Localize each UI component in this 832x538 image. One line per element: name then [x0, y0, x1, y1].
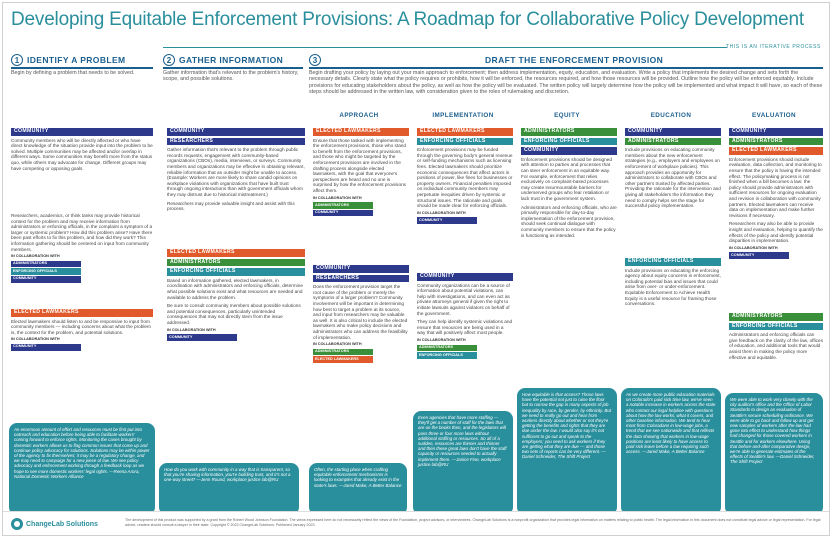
col1-researchers-box	[11, 213, 153, 283]
evaluation-enforcing-text: Administrators and enforcing officials can give feedback on the clarity of the law, offices of education, and additional tools that would assist them in making the policy more effective and equitable.	[729, 332, 823, 360]
mini-tag-community: COMMUNITY	[729, 252, 789, 259]
tag-researchers: RESEARCHERS	[167, 138, 305, 146]
tag-administrators: ADMINISTRATORS	[625, 138, 721, 146]
evaluation-enforcing-box	[729, 313, 823, 360]
collab-label: IN COLLABORATION WITH	[11, 254, 60, 259]
step-2	[163, 53, 283, 67]
mini-tag-community: COMMUNITY	[167, 334, 237, 341]
mini-tag-community: COMMUNITY	[313, 210, 373, 217]
implementation-community-note: They can help identify systemic violations and ensure that resources are being used in a way that will positively affect most people.	[417, 319, 513, 336]
col1-community-box	[11, 128, 153, 171]
education-enforcing-text: Include provisions on educating the enforcing agency about equity concerns in enforcement, including potential bias and issues that could arise from over- or under-enforcement. Equitable Enforcement to Achieve Health Equity is a useful resource for framing those conversations.	[625, 267, 721, 307]
quote-bubble-3: Often, the starting place when crafting equitable enforcement mechanisms is looking to examples that already exist in the state's laws. —Jared Make, A Better Balance	[309, 463, 407, 515]
step-2-rule	[163, 67, 303, 69]
tag-administrators: ADMINISTRATORS	[521, 128, 617, 136]
education-enforcing-box	[625, 258, 721, 307]
evaluation-researchers-text: Researchers may also be able to provide insight and evaluation, helping to quantify the effects of the policy and identify potential disparities in implementation.	[729, 221, 823, 244]
equity-text: Enforcement provisions should be designed with attention to parties and processes that can steer enforcement in an equitable way. For example, enforcement that relies exclusively on complaint-based processes may create insurmountable barriers for underserved groups who fear retaliation or lack trust in the government system.	[521, 156, 612, 201]
mini-tag-enforcing: ENFORCING OFFICIALS	[11, 268, 81, 275]
quote-bubble-4: Even agencies that have more staffing — they'll get a number of staff for the laws that are on the books then, and the legislators will pass three or four more laws without additional staffing or resources. So all of a sudden, resources are thinner and thinner and then these great laws don't have the staff capacity or resources needed to actually implement them. —Janice Fine, workplace justice lab@RU	[413, 411, 513, 515]
evaluation-community-text: Enforcement provisions should include evaluation, data collection, and monitoring to ensure that the policy is having the intended effect. The policymaking process is not finished when a bill becomes a law: the policy should provide administrators with sufficient resources for ongoing evaluation and revision in collaboration with community partners. Elected lawmakers can receive data on implementation and make further revisions if necessary.	[729, 156, 822, 218]
tag-researchers: RESEARCHERS	[313, 275, 409, 283]
step-3-intro: Begin drafting your policy by laying out your main approach to enforcement; then address implementation, equity, education, and evaluation. Write a policy that implements the desired change and sets forth the necessary details. Clearly state what the policy requires or prohibits, how it will be enforced, the resources required, and how those resources will be provided. Outline how the policy will be enforced equitably. Include provisions for educating stakeholders about the policy, as well as how the policy will be evaluated. The written policy will largely determine how the policy will be implemented and what impact it will have, so each of these steps should be addressed in the written law, with consideration given to the roles of rulemaking and discretion.	[309, 70, 823, 95]
quote-bubble-1: An enormous amount of effort and resources must be first put into outreach and education before being able to facilitate workers' coming forward to enforce rights. Monitoring the cases brought by domestic workers allows us to flag common issues that come up and continue policy advocacy for solutions. Solutions may be within power of the agency to fix themselves; it may be a regulatory change, and we may need to campaign for a new piece of law. We see policy advocacy and enforcement working through a feedback loop as we hope to see more domestic workers' legal rights. —Reena Arora, National Domestic Workers Alliance	[9, 423, 155, 515]
equity-box	[521, 128, 617, 238]
education-administrators-text: Include provisions on educating community members about the new enforcement strategies (e.g., employers and employees on enforcement of workplace policies). This approach provides an opportunity for administrators to collaborate with CBOs and other partners trusted by affected parties. Providing the rationale for the intervention and giving all stakeholders the information they need to comply helps set the stage for successful policy implementation.	[625, 147, 721, 209]
tag-administrators: ADMINISTRATORS	[729, 313, 823, 321]
col2-lawmakers-note: Be sure to consult community members about possible solutions and potential consequences, particularly unintended consequences that may not directly stem from the issue addressed.	[167, 303, 301, 325]
page-title: Developing Equitable Enforcement Provisions: A Roadmap for Collaborative Policy Development	[11, 9, 804, 30]
tag-lawmakers: ELECTED LAWMAKERS	[417, 128, 513, 136]
step-3-rule	[309, 67, 823, 69]
tag-lawmakers: ELECTED LAWMAKERS	[729, 147, 823, 155]
collab-label: IN COLLABORATION WITH	[313, 195, 362, 200]
collab-label: IN COLLABORATION WITH	[417, 210, 466, 215]
quote-bubble-6: As we create more public education materials on Colorado's paid sick time law, we've seen a notable increase in workers across the state who contact our legal helpline with questions about how the law works, what it covers, and other baseline information. We tend to hear most from Coloradans in low-wage jobs, a trend that we see nationwide and that reflects the data showing that workers in low-wage positions are least likely to have access to paid sick leave before a law requiring such access. —Jared Make, A Better Balance	[621, 388, 721, 515]
collab-label: IN COLLABORATION WITH	[417, 337, 466, 342]
tag-community: COMMUNITY	[729, 128, 823, 136]
mini-tag-administrators: ADMINISTRATORS	[417, 345, 477, 352]
step-1-intro: Begin by defining a problem that needs to be solved.	[11, 70, 135, 76]
tag-community: COMMUNITY	[417, 273, 513, 281]
implementation-community-box	[417, 273, 513, 359]
equity-note: Administrators and enforcing officials, who are primarily responsible for day-to-day implementation of the enforcement provision, should seek continual dialogue with community members to ensure that the policy is functioning as intended.	[521, 204, 617, 238]
tag-administrators: ADMINISTRATORS	[729, 138, 823, 146]
col-education: EDUCATION	[650, 112, 692, 119]
approach-lawmakers-text: Ensure that those tasked with implementing the enforcement provisions, those who stand to benefit from the enforcement provisions, and those who might be targeted by the enforcement provisions are involved in the drafting process alongside elected lawmakers, with the goal that everyone's perspectives are heard and no one is surprised by how the enforcement provisions affect them.	[313, 137, 407, 193]
approach-lawmakers-box	[313, 128, 409, 216]
mini-tag-community: COMMUNITY	[11, 276, 81, 283]
evaluation-community-box	[729, 128, 823, 259]
approach-community-text: Does the enforcement provision target the root cause of the problem or merely the symptoms of a larger problem? Community involvement will be important in determining how best to target a problem at its source, and input from researchers may be valuable as well. It is also critical to include the elected lawmakers who make policy decisions and administrators who can address the feasibility of implementation.	[313, 284, 408, 340]
implementation-enforcing-box	[417, 128, 513, 224]
step-1	[11, 53, 126, 67]
collab-label: IN COLLABORATION WITH	[11, 337, 60, 342]
step-label: IDENTIFY A PROBLEM	[27, 55, 126, 65]
implementation-community-text: Community organizations can be a source of information about potential violations, can help with investigations, and can even act as private attorneys general if given the right to initiate lawsuits against violators on behalf of the government.	[417, 282, 510, 316]
logo	[11, 518, 98, 530]
mini-tag-administrators: ADMINISTRATORS	[11, 261, 81, 268]
col-evaluation: EVALUATION	[752, 112, 796, 119]
col2-researchers-text: Gather information that's relevant to the problem through public records requests, engagement with community-based organizations (CBOs), media, interviews, or surveys. Community members and organizations may be effective in obtaining relevant, reliable information that an outsider might be unable to access. (Example: Workers are more likely to share candid opinions on workplace violations with organizations that have built trust through ongoing interactions than with government officials whom they may distrust due to historical mistreatment.)	[167, 147, 305, 197]
tag-community: COMMUNITY	[313, 265, 409, 273]
tag-enforcing: ENFORCING OFFICIALS	[417, 138, 513, 146]
tag-lawmakers: ELECTED LAWMAKERS	[167, 249, 305, 257]
step-3	[309, 53, 663, 67]
tag-lawmakers: ELECTED LAWMAKERS	[11, 309, 153, 317]
col-approach: APPROACH	[339, 112, 379, 119]
quote-bubble-7: We were able to work very closely with the city auditor's office and the Office of Labor Standards to design an evaluation of Seattle's secure scheduling ordinance. We were able to go back and follow up and get new samples of workers after the law had gone into effect to understand how things had changed for those covered workers in Seattle and for workers elsewhere. Using that before-and-after comparative design, we're able to generate estimates of the effects of Seattle's law. —Daniel Schneider, The Shift Project	[725, 393, 823, 515]
col1-lawmakers-box	[11, 309, 153, 351]
tag-community: COMMUNITY	[167, 128, 305, 136]
tag-administrators: ADMINISTRATORS	[167, 259, 305, 267]
step-number: 2	[163, 54, 175, 66]
collab-label: IN COLLABORATION WITH	[313, 342, 362, 347]
collab-label: IN COLLABORATION WITH	[729, 245, 778, 250]
mini-tag-lawmakers: ELECTED LAWMAKERS	[313, 356, 373, 363]
tag-enforcing: ENFORCING OFFICIALS	[167, 268, 305, 276]
mini-tag-administrators: ADMINISTRATORS	[313, 349, 373, 356]
step-2-intro: Gather information that's relevant to the problem's history, scope, and possible solutions.	[163, 70, 299, 83]
poster	[2, 2, 830, 536]
footer-text: The development of this product was supported by a grant from the Robert Wood Johnson Foundation. The views expressed here do not necessarily reflect the views of the Foundation, project advisors, or interviewees. ChangeLab Solutions is a nonprofit organization that provides legal information on matters relating to public health. The legal information in this document does not constitute legal advice or legal representation. For legal advice, readers should consult a lawyer in their state. Copyright © 2023 ChangeLab Solutions. Published January 2023.	[125, 518, 821, 527]
col1-lawmakers-text: Elected lawmakers should listen to and be responsive to input from community members — including concerns about what the problem is, the context for the problem, and potential solutions.	[11, 318, 151, 335]
tag-enforcing: ENFORCING OFFICIALS	[521, 138, 617, 146]
col2-researchers-note: Researchers may provide valuable insight and assist with this process.	[167, 200, 295, 212]
quote-bubble-5: How equitable is that access? Those laws have the potential not just to raise the floor but to narrow the gap in many aspects of job inequality by race, by gender, by ethnicity. But we need to really go out and hear from workers directly about whether or not they're getting the benefits and rights that they are due under the law. I would also say it's not sufficient to go out and speak to the employers; you need to ask workers if they are getting what they are due — and those two sets of reports can be very different. —Daniel Schneider, The Shift Project	[517, 388, 617, 515]
step-label: DRAFT THE ENFORCEMENT PROVISION	[485, 55, 664, 65]
tag-enforcing: ENFORCING OFFICIALS	[729, 323, 823, 331]
iterative-line	[163, 47, 727, 48]
footer	[3, 511, 829, 535]
col2-researchers-box	[167, 128, 305, 212]
logo-text: ChangeLab Solutions	[26, 520, 98, 528]
mini-tag-community: COMMUNITY	[417, 217, 477, 224]
tag-lawmakers: ELECTED LAWMAKERS	[313, 128, 409, 136]
step-1-rule	[11, 67, 153, 69]
quote-bubble-2: How do you work with community in a way that is transparent, so that you're sharing information, you're building trust, and it's not a one-way street? —Jenn Round, workplace justice lab@RU	[159, 463, 299, 515]
step-label: GATHER INFORMATION	[179, 55, 284, 65]
col-implementation: IMPLEMENTATION	[432, 112, 494, 119]
education-administrators-box	[625, 128, 721, 209]
col-equity: EQUITY	[554, 112, 580, 119]
iterative-label: THIS IS AN ITERATIVE PROCESS	[725, 44, 821, 50]
step-number: 1	[11, 54, 23, 66]
col2-lawmakers-text: Based on information gathered, elected lawmakers, in coordination with administrators and enforcing officials, determine what possible solutions exist and what resources are needed and available to address the problem.	[167, 277, 303, 300]
changelab-logo-icon	[11, 518, 23, 530]
tag-enforcing: ENFORCING OFFICIALS	[625, 258, 721, 266]
collab-label: IN COLLABORATION WITH	[167, 327, 216, 332]
approach-community-box	[313, 265, 409, 363]
col1-community-text: Community members who will be directly affected or who have direct knowledge of the situation provide input into the problem to be solved. Multiple communities may be affected and/or overlap in different ways. Some communities may benefit more from the status quo, while others may advocate for change. Different groups may have competing or opposing goals.	[11, 137, 153, 171]
col2-lawmakers-box	[167, 249, 305, 341]
tag-community: COMMUNITY	[11, 128, 153, 136]
mini-tag-administrators: ADMINISTRATORS	[313, 202, 373, 209]
col1-researchers-text: Researchers, academics, or think tanks may provide historical context for the problem and may receive information from administrators or enforcing officials, in the complaint a symptom of a larger or systemic problem? How did this problem arise? Have there been past efforts to fix this problem, and how did they work? This information gathering should be centered on input from community members.	[11, 213, 153, 252]
implementation-enforcing-text: Enforcement provisions may be funded through the governing body's general revenue or self-funding mechanisms such as licensing fees. Elected lawmakers should prioritize economic consequences that affect actors in positions of power, like fines for businesses or property owners. Financial penalties imposed on individual community members may perpetuate inequities driven by systemic or structural issues. The rationale and goals should be made clear for enforcing officials.	[417, 147, 513, 209]
tag-community: COMMUNITY	[625, 128, 721, 136]
mini-tag-enforcing: ENFORCING OFFICIALS	[417, 352, 477, 359]
tag-community: COMMUNITY	[521, 147, 617, 155]
step-number: 3	[309, 54, 321, 66]
mini-tag-community: COMMUNITY	[11, 344, 81, 351]
